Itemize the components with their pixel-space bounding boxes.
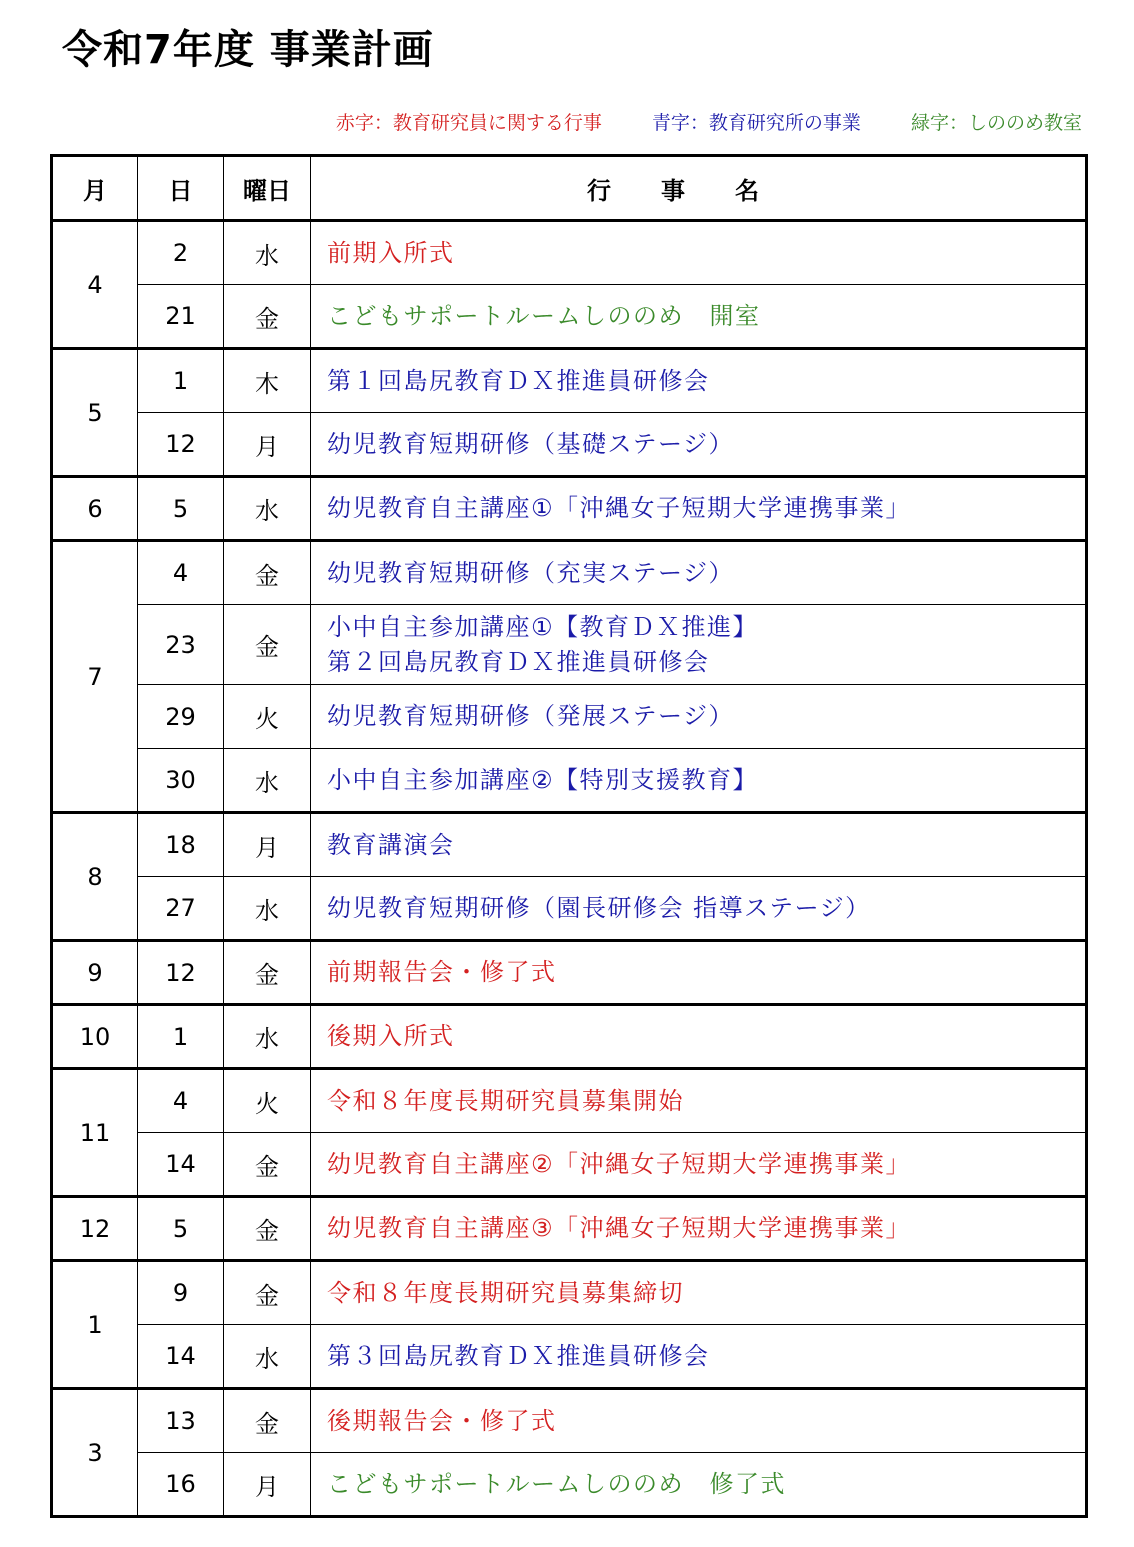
schedule-table <box>50 154 1088 1518</box>
event-name: 幼児教育自主講座②「沖縄女子短期大学連携事業」 <box>327 1149 912 1178</box>
day-cell: 30 <box>138 749 224 813</box>
weekday-cell: 水 <box>224 477 311 541</box>
header-day: 日 <box>138 156 224 221</box>
weekday-cell: 水 <box>224 1005 311 1069</box>
day-cell: 9 <box>138 1261 224 1325</box>
month-cell: 7 <box>52 541 138 813</box>
event-name: 後期報告会・修了式 <box>327 1406 557 1435</box>
event-cell <box>311 605 1087 685</box>
month-cell: 11 <box>52 1069 138 1197</box>
event-cell <box>311 813 1087 877</box>
weekday-cell: 金 <box>224 285 311 349</box>
weekday-cell: 金 <box>224 941 311 1005</box>
month-cell: 12 <box>52 1197 138 1261</box>
event-name: こどもサポートルームしののめ 修了式 <box>327 1469 786 1498</box>
weekday-cell: 水 <box>224 1325 311 1389</box>
event-name: 第１回島尻教育ＤＸ推進員研修会 <box>327 366 710 395</box>
month-cell: 3 <box>52 1389 138 1517</box>
event-cell <box>311 1069 1087 1133</box>
day-cell: 1 <box>138 1005 224 1069</box>
weekday-cell: 金 <box>224 1389 311 1453</box>
event-cell <box>311 877 1087 941</box>
event-cell <box>311 541 1087 605</box>
weekday-cell: 金 <box>224 1197 311 1261</box>
event-cell <box>311 1453 1087 1517</box>
month-cell: 10 <box>52 1005 138 1069</box>
table-row <box>52 605 1087 685</box>
table-row <box>52 877 1087 941</box>
weekday-cell: 金 <box>224 605 311 685</box>
event-name: 前期入所式 <box>327 238 455 267</box>
table-row <box>52 1453 1087 1517</box>
event-name: 幼児教育短期研修（基礎ステージ） <box>327 429 735 458</box>
event-name: 令和８年度長期研究員募集開始 <box>327 1086 684 1115</box>
weekday-cell: 水 <box>224 221 311 285</box>
month-cell: 8 <box>52 813 138 941</box>
event-cell <box>311 349 1087 413</box>
header-row <box>52 156 1087 221</box>
table-row <box>52 1325 1087 1389</box>
table-row <box>52 1133 1087 1197</box>
table-row <box>52 1197 1087 1261</box>
table-row <box>52 813 1087 877</box>
event-cell <box>311 749 1087 813</box>
event-name: 幼児教育短期研修（充実ステージ） <box>327 558 735 587</box>
event-name: こどもサポートルームしののめ 開室 <box>327 301 761 330</box>
event-name: 幼児教育短期研修（発展ステージ） <box>327 702 735 730</box>
event-name: 前期報告会・修了式 <box>327 958 557 986</box>
table-row <box>52 1389 1087 1453</box>
day-cell: 16 <box>138 1453 224 1517</box>
weekday-cell: 水 <box>224 877 311 941</box>
event-cell <box>311 285 1087 349</box>
weekday-cell: 水 <box>224 749 311 813</box>
table-row <box>52 349 1087 413</box>
day-cell: 2 <box>138 221 224 285</box>
event-name: 後期入所式 <box>327 1022 455 1050</box>
event-name: 小中自主参加講座①【教育ＤＸ推進】 <box>327 612 759 641</box>
weekday-cell: 月 <box>224 413 311 477</box>
event-cell <box>311 221 1087 285</box>
weekday-cell: 火 <box>224 1069 311 1133</box>
weekday-cell: 火 <box>224 685 311 749</box>
event-name: 令和８年度長期研究員募集締切 <box>327 1278 684 1307</box>
event-cell <box>311 1261 1087 1325</box>
color-legend <box>292 108 1082 135</box>
event-name: 教育講演会 <box>327 830 455 859</box>
month-cell: 5 <box>52 349 138 477</box>
day-cell: 5 <box>138 1197 224 1261</box>
event-name: 幼児教育短期研修（園長研修会 指導ステージ） <box>327 893 871 922</box>
header-event: 行事名 <box>311 156 1087 221</box>
table-row <box>52 413 1087 477</box>
weekday-cell: 金 <box>224 1261 311 1325</box>
event-cell <box>311 1325 1087 1389</box>
month-cell: 1 <box>52 1261 138 1389</box>
table-row <box>52 477 1087 541</box>
event-name: 幼児教育自主講座①「沖縄女子短期大学連携事業」 <box>327 494 912 522</box>
header-dow: 曜日 <box>224 156 311 221</box>
table-row <box>52 541 1087 605</box>
legend-blue: 青字：教育研究所の事業 <box>651 112 861 134</box>
day-cell: 29 <box>138 685 224 749</box>
table-row <box>52 1069 1087 1133</box>
table-row <box>52 1005 1087 1069</box>
weekday-cell: 金 <box>224 541 311 605</box>
event-cell <box>311 413 1087 477</box>
day-cell: 12 <box>138 941 224 1005</box>
table-row <box>52 221 1087 285</box>
month-cell: 9 <box>52 941 138 1005</box>
event-name: 第２回島尻教育ＤＸ推進員研修会 <box>327 647 710 676</box>
header-month: 月 <box>52 156 138 221</box>
weekday-cell: 月 <box>224 813 311 877</box>
day-cell: 4 <box>138 1069 224 1133</box>
day-cell: 21 <box>138 285 224 349</box>
table-row <box>52 749 1087 813</box>
event-cell <box>311 1389 1087 1453</box>
weekday-cell: 月 <box>224 1453 311 1517</box>
table-row <box>52 1261 1087 1325</box>
event-name: 幼児教育自主講座③「沖縄女子短期大学連携事業」 <box>327 1214 912 1242</box>
event-cell <box>311 941 1087 1005</box>
table-row <box>52 285 1087 349</box>
day-cell: 18 <box>138 813 224 877</box>
day-cell: 14 <box>138 1133 224 1197</box>
day-cell: 4 <box>138 541 224 605</box>
day-cell: 1 <box>138 349 224 413</box>
table-row <box>52 685 1087 749</box>
day-cell: 5 <box>138 477 224 541</box>
weekday-cell: 木 <box>224 349 311 413</box>
month-cell: 4 <box>52 221 138 349</box>
event-cell <box>311 1197 1087 1261</box>
legend-red: 赤字：教育研究員に関する行事 <box>335 112 602 134</box>
event-name: 第３回島尻教育ＤＸ推進員研修会 <box>327 1341 710 1370</box>
event-cell <box>311 1133 1087 1197</box>
table-row <box>52 941 1087 1005</box>
day-cell: 27 <box>138 877 224 941</box>
event-cell <box>311 1005 1087 1069</box>
month-cell: 6 <box>52 477 138 541</box>
day-cell: 13 <box>138 1389 224 1453</box>
day-cell: 23 <box>138 605 224 685</box>
weekday-cell: 金 <box>224 1133 311 1197</box>
event-cell <box>311 685 1087 749</box>
event-name: 小中自主参加講座②【特別支援教育】 <box>327 765 759 794</box>
legend-green: 緑字：しののめ教室 <box>910 112 1082 134</box>
schedule-body <box>52 221 1087 1517</box>
event-cell <box>311 477 1087 541</box>
day-cell: 12 <box>138 413 224 477</box>
day-cell: 14 <box>138 1325 224 1389</box>
page-title: 令和7年度 事業計画 <box>62 27 434 73</box>
